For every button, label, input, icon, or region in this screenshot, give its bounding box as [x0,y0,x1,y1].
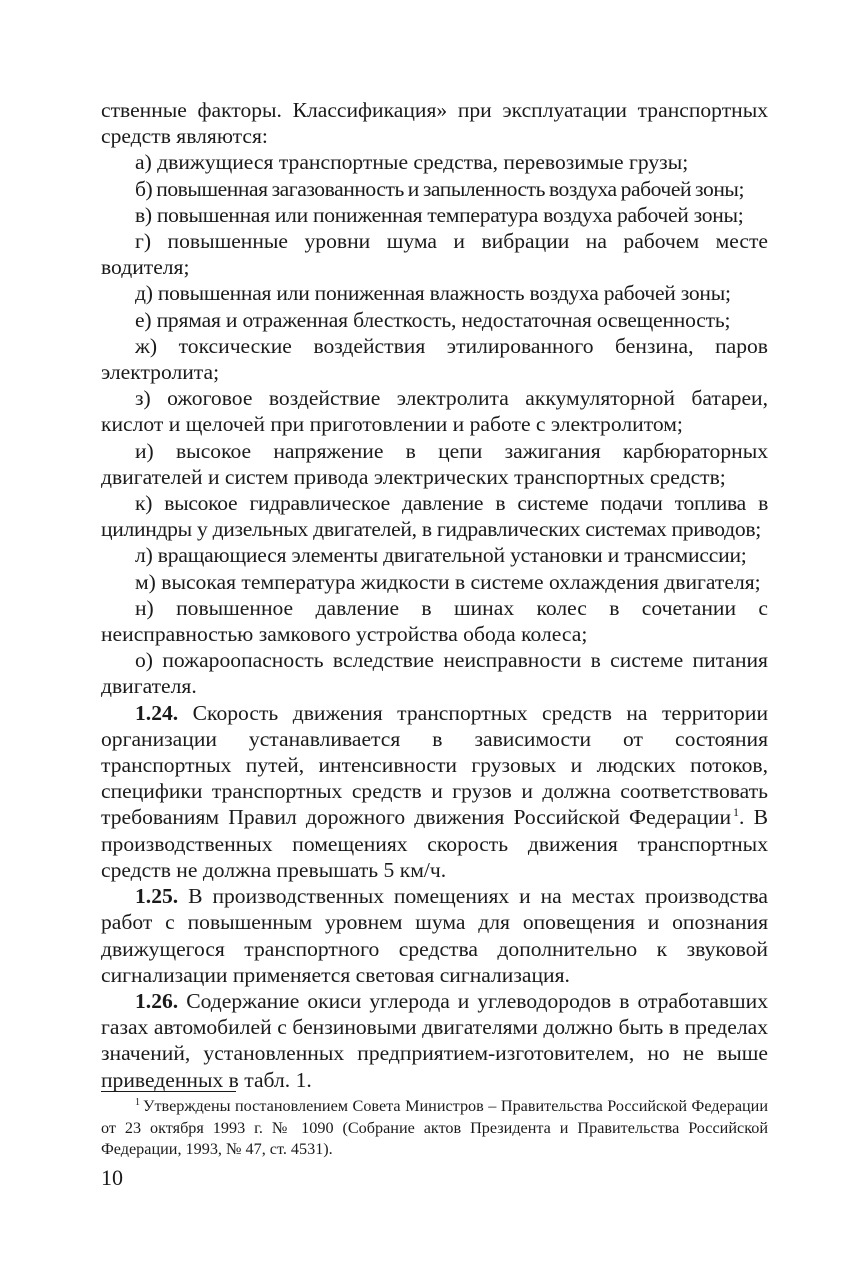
list-item-a: а) движущиеся транспортные средства, перевозимые грузы; [135,150,689,175]
list-item-v: в) повышенная или пониженная температура воздуха рабочей зоны; [135,202,744,227]
footnote-divider [101,1091,236,1092]
list-item-k: к) высокое гидравлическое давление в системе подачи топлива в цилиндры у дизельных двигателей, в гидравлических системах приводов; [101,491,768,542]
section-text-continued: . В производственных помещениях скорость движения транспортных средств не должна превышать 5 км/ч. [101,805,768,882]
page-number: 10 [101,1165,123,1190]
section-1-24 [101,700,768,883]
footnote-reference[interactable]: 1 [733,805,740,820]
section-number: 1.24. [135,700,179,725]
list-item-l: л) вращающиеся элементы двигательной установки и трансмиссии; [135,543,747,568]
section-number: 1.25. [135,884,179,909]
footnote-mark: 1 [135,1097,140,1108]
section-1-26 [101,988,768,1093]
section-text: Содержание окиси углерода и углеводородов в отработавших газах автомобилей с бензиновыми двигателями должно быть в пределах значений, установленных предприятием-изготовителем, но не выше приведенных в табл. 1. [101,988,768,1092]
list-item-z: з) ожоговое воздействие электролита аккумуляторной батареи, кислот и щелочей при приготовлении и работе с электролитом; [101,386,768,437]
section-text: Скорость движения транспортных средств на территории организации устанавливается в зависимости от состояния транспортных путей, интенсивности грузовых и людских потоков, специфики транспортных средств и грузов и должна соответствовать требованиям Правил дорожного движения Российской Федерации [101,700,768,830]
list-item-b: б) повышенная загазованность и запыленность воздуха рабочей зоны; [135,176,745,201]
list-item-m: м) высокая температура жидкости в системе охлаждения двигателя; [135,569,761,594]
list-item-n: н) повышенное давление в шинах колес в сочетании с неисправностью замкового устройства обода колеса; [101,595,768,647]
footnote-text: Утверждены постановлением Совета Министров – Правительства Российской Федерации от 23 октября 1993 г. № 1090 (Собрание актов Президента и Правительства Российской Федерации, 1993, № 47, ст. 4531). [101,1097,768,1159]
intro-paragraph: ственные факторы. Классификация» при эксплуатации транспортных средств являются: [101,98,768,149]
list-item-d: д) повышенная или пониженная влажность воздуха рабочей зоны; [135,281,731,306]
section-1-25 [101,883,768,988]
list-item-o: о) пожароопасность вследствие неисправности в системе питания двигателя. [101,648,768,699]
list-item-zh: ж) токсические воздействия этилированного бензина, паров электролита; [101,333,768,385]
footnote [101,1096,768,1161]
section-text: В производственных помещениях и на местах производства работ с повышенным уровнем шума для оповещения и опознания движущегося транспортного средства дополнительно к звуковой сигнализации применяется световая сигнализация. [101,884,768,987]
list-item-g: г) повышенные уровни шума и вибрации на рабочем месте водителя; [101,229,768,280]
list-item-e: е) прямая и отраженная блесткость, недостаточная освещенность; [135,307,731,332]
page-body [101,97,768,1093]
list-item-i: и) высокое напряжение в цепи зажигания карбюраторных двигателей и систем привода электрических транспортных средств; [101,438,768,489]
section-number: 1.26. [135,988,179,1013]
